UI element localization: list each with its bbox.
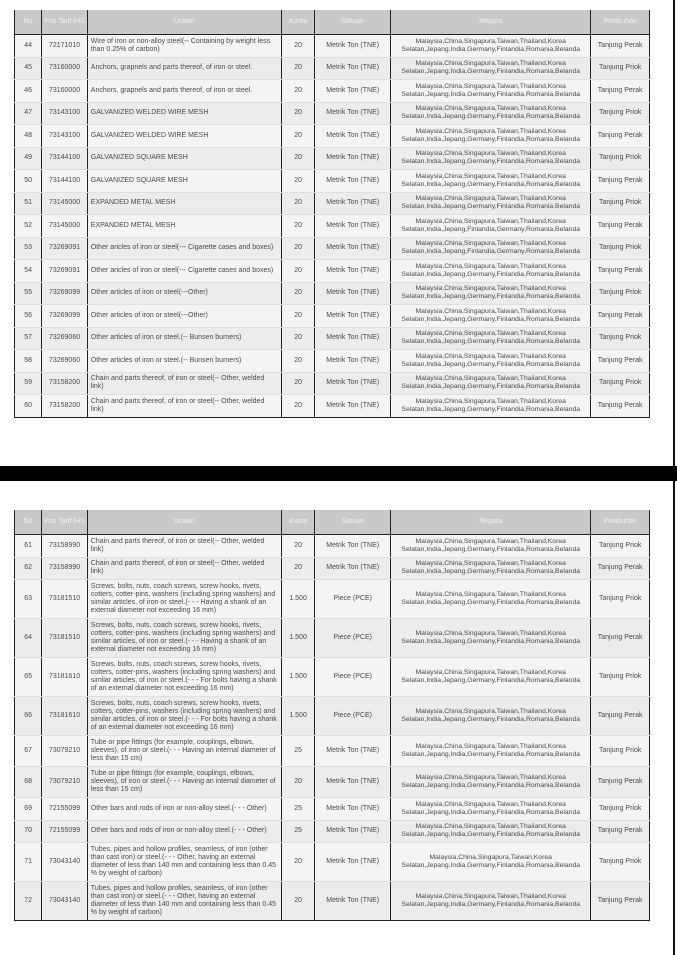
cell-uraian: Chain and parts thereof, of iron or steel(-- Other, welded link) bbox=[87, 557, 281, 580]
cell-satuan: Metrik Ton (TNE) bbox=[315, 102, 391, 125]
cell-pelabuhan: Tanjung Priok bbox=[591, 658, 650, 697]
cell-pos-tarif: 73269099 bbox=[42, 282, 88, 305]
cell-satuan: Metrik Ton (TNE) bbox=[315, 350, 391, 373]
cell-pelabuhan: Tanjung Perak bbox=[591, 395, 650, 418]
cell-satuan: Metrik Ton (TNE) bbox=[315, 192, 391, 215]
cell-kuota: 20 bbox=[281, 125, 314, 148]
cell-uraian: GALVANIZED SQUARE MESH bbox=[87, 147, 281, 170]
cell-kuota: 20 bbox=[281, 102, 314, 125]
cell-uraian: EXPANDED METAL MESH bbox=[87, 192, 281, 215]
cell-kuota: 20 bbox=[281, 350, 314, 373]
cell-kuota: 20 bbox=[281, 147, 314, 170]
cell-negara: Malaysia,China,Singapura,Taiwan,Korea Selatan,Jepang,India,Germany,Finlandia,Romania,Belanda bbox=[391, 843, 591, 882]
cell-kuota: 20 bbox=[281, 882, 314, 921]
cell-pelabuhan: Tanjung Priok bbox=[591, 580, 650, 619]
table-row bbox=[15, 658, 650, 697]
header-satuan: Satuan bbox=[315, 510, 391, 535]
page-break-bar bbox=[0, 466, 677, 481]
cell-pelabuhan: Tanjung Perak bbox=[591, 350, 650, 373]
cell-satuan: Metrik Ton (TNE) bbox=[315, 843, 391, 882]
table-row bbox=[15, 820, 650, 843]
table-row bbox=[15, 557, 650, 580]
cell-no: 70 bbox=[15, 820, 42, 843]
cell-negara: Malaysia,China,Singapura,Taiwan,Thailand,Korea Selatan,India,Jepang,Germany,Finlandia,Romania,Belanda bbox=[391, 305, 591, 328]
cell-pos-tarif: 73181610 bbox=[42, 658, 88, 697]
cell-pelabuhan: Tanjung Priok bbox=[591, 535, 650, 558]
table-row bbox=[15, 882, 650, 921]
cell-kuota: 20 bbox=[281, 80, 314, 103]
cell-uraian: Other articles of iron or steel(---Other) bbox=[87, 282, 281, 305]
cell-pos-tarif: 73143100 bbox=[42, 125, 88, 148]
cell-kuota: 20 bbox=[281, 57, 314, 80]
cell-no: 62 bbox=[15, 557, 42, 580]
cell-negara: Malaysia,China,Singapura,Taiwan,Thailand,Korea Selatan,India,Jepang,Germany,Finlandia,Romania,Belanda bbox=[391, 697, 591, 736]
cell-pos-tarif: 73269091 bbox=[42, 237, 88, 260]
cell-pelabuhan: Tanjung Priok bbox=[591, 736, 650, 767]
table-row bbox=[15, 580, 650, 619]
header-kuota: Kuota bbox=[281, 10, 314, 35]
cell-satuan: Metrik Ton (TNE) bbox=[315, 395, 391, 418]
cell-negara: Malaysia,China,Singapura,Taiwan,Thailand,Korea Selatan,Jepang,India,Germany,Finlandia,Romania,Belanda bbox=[391, 820, 591, 843]
table-row bbox=[15, 147, 650, 170]
header-uraian: Uraian bbox=[87, 10, 281, 35]
cell-pelabuhan: Tanjung Perak bbox=[591, 215, 650, 238]
cell-negara: Malaysia,China,Singapura,Taiwan,Thailand,Korea Selatan,India,Jepang,Germany,Finlandia,Romania,Belanda bbox=[391, 395, 591, 418]
cell-negara: Malaysia,China,Singapura,Taiwan,Thailand,Korea Selatan,India,Jepang,Germany,Finlandia,Romania,Belanda bbox=[391, 327, 591, 350]
header-uraian: Uraian bbox=[87, 510, 281, 535]
cell-negara: Malaysia,China,Singapura,Taiwan,Thailand,Korea Selatan,India,Jepang,Germany,Finlandia,Romania,Belanda bbox=[391, 658, 591, 697]
cell-uraian: Tube or pipe fittings (for example, couplings, elbows, sleeves), of iron or steel.(- - - Having an internal diameter of less than 15 cm) bbox=[87, 736, 281, 767]
cell-pos-tarif: 73181510 bbox=[42, 580, 88, 619]
table-row bbox=[15, 260, 650, 283]
table-row bbox=[15, 395, 650, 418]
table-row bbox=[15, 282, 650, 305]
cell-pos-tarif: 73269091 bbox=[42, 260, 88, 283]
cell-kuota: 20 bbox=[281, 282, 314, 305]
cell-satuan: Metrik Ton (TNE) bbox=[315, 535, 391, 558]
table-row bbox=[15, 767, 650, 798]
cell-uraian: Chain and parts thereof, of iron or steel(-- Other, welded link) bbox=[87, 395, 281, 418]
cell-satuan: Metrik Ton (TNE) bbox=[315, 147, 391, 170]
cell-no: 44 bbox=[15, 35, 42, 58]
cell-satuan: Metrik Ton (TNE) bbox=[315, 35, 391, 58]
cell-kuota: 20 bbox=[281, 170, 314, 193]
cell-pelabuhan: Tanjung Perak bbox=[591, 697, 650, 736]
cell-pelabuhan: Tanjung Perak bbox=[591, 305, 650, 328]
cell-pos-tarif: 73181610 bbox=[42, 697, 88, 736]
table-row bbox=[15, 170, 650, 193]
cell-no: 67 bbox=[15, 736, 42, 767]
cell-pos-tarif: 73160000 bbox=[42, 57, 88, 80]
tariff-table-page-1 bbox=[14, 10, 650, 418]
cell-no: 57 bbox=[15, 327, 42, 350]
cell-pelabuhan: Tanjung Priok bbox=[591, 192, 650, 215]
cell-pelabuhan: Tanjung Perak bbox=[591, 125, 650, 148]
cell-no: 48 bbox=[15, 125, 42, 148]
cell-satuan: Piece (PCE) bbox=[315, 619, 391, 658]
cell-uraian: Chain and parts thereof, of iron or steel(-- Other, welded link) bbox=[87, 535, 281, 558]
cell-no: 47 bbox=[15, 102, 42, 125]
cell-pos-tarif: 73145000 bbox=[42, 192, 88, 215]
cell-satuan: Metrik Ton (TNE) bbox=[315, 215, 391, 238]
cell-satuan: Metrik Ton (TNE) bbox=[315, 80, 391, 103]
cell-negara: Malaysia,China,Singapura,Taiwan,Thailand,Korea Selatan,India,Jepang,Germany,Finlandia,Romania,Belanda bbox=[391, 282, 591, 305]
header-negara: Negara bbox=[391, 10, 591, 35]
cell-uraian: Wire of iron or non-alloy steel(-- Containing by weight less than 0.25% of carbon) bbox=[87, 35, 281, 58]
header-kuota: Kuota bbox=[281, 510, 314, 535]
header-pelabuhan: Pelabuhan bbox=[591, 10, 650, 35]
cell-pos-tarif: 73160000 bbox=[42, 80, 88, 103]
cell-kuota: 20 bbox=[281, 305, 314, 328]
cell-pelabuhan: Tanjung Priok bbox=[591, 57, 650, 80]
header-no: No bbox=[15, 10, 42, 35]
table-row bbox=[15, 305, 650, 328]
cell-satuan: Metrik Ton (TNE) bbox=[315, 282, 391, 305]
cell-negara: Malaysia,China,Singapura,Taiwan,Thailand,Korea Selatan,Jepang,India,Germany,Finlandia,Romania,Belanda bbox=[391, 736, 591, 767]
cell-uraian: Tube or pipe fittings (for example, couplings, elbows, sleeves), of iron or steel.(- - - Having an internal diameter of less than 15 cm) bbox=[87, 767, 281, 798]
cell-uraian: Other articles of iron or steel(---Other) bbox=[87, 305, 281, 328]
cell-kuota: 20 bbox=[281, 557, 314, 580]
cell-pos-tarif: 73181510 bbox=[42, 619, 88, 658]
cell-satuan: Metrik Ton (TNE) bbox=[315, 557, 391, 580]
cell-satuan: Piece (PCE) bbox=[315, 580, 391, 619]
table-row bbox=[15, 798, 650, 821]
cell-no: 50 bbox=[15, 170, 42, 193]
cell-pelabuhan: Tanjung Perak bbox=[591, 619, 650, 658]
cell-negara: Malaysia,China,Singapura,Taiwan,Thailand,Korea Selatan,India,Jepang,Germany,Finlandia,Romania,Belanda bbox=[391, 580, 591, 619]
cell-no: 49 bbox=[15, 147, 42, 170]
cell-kuota: 1.500 bbox=[281, 697, 314, 736]
cell-no: 45 bbox=[15, 57, 42, 80]
table-header-row bbox=[15, 510, 650, 535]
cell-pelabuhan: Tanjung Perak bbox=[591, 80, 650, 103]
table-row bbox=[15, 80, 650, 103]
cell-pos-tarif: 72155099 bbox=[42, 798, 88, 821]
cell-kuota: 20 bbox=[281, 327, 314, 350]
cell-uraian: Other aricles of iron or steel(--- Cigarette cases and boxes) bbox=[87, 260, 281, 283]
header-pos-tarif: Pos Tarif /HS bbox=[42, 10, 88, 35]
cell-no: 53 bbox=[15, 237, 42, 260]
cell-uraian: Chain and parts thereof, of iron or steel(-- Other, welded link) bbox=[87, 372, 281, 395]
cell-uraian: Screws, bolts, nuts, coach screws, screw hooks, rivets, cotters, cotter-pins, washers (including spring washers) and similar articles, of iron or steel.(- - - For bolts having a shank of an external diameter not exceeding 16 mm) bbox=[87, 658, 281, 697]
table-row bbox=[15, 215, 650, 238]
cell-pos-tarif: 73079210 bbox=[42, 767, 88, 798]
cell-negara: Malaysia,China,Singapura,Taiwan,Thailand,Korea Selatan,India,Jepang,Germany,Finlandia,Romania,Belanda bbox=[391, 125, 591, 148]
table-row bbox=[15, 350, 650, 373]
cell-no: 59 bbox=[15, 372, 42, 395]
table-row bbox=[15, 237, 650, 260]
table-row bbox=[15, 192, 650, 215]
cell-uraian: Other articles of iron or steel.(-- Bunsen burners) bbox=[87, 327, 281, 350]
cell-kuota: 20 bbox=[281, 35, 314, 58]
cell-kuota: 20 bbox=[281, 260, 314, 283]
cell-negara: Malaysia,China,Singapura,Taiwan,Thailand,Korea Selatan,Jepang,India,Germany,Finlandia,Romania,Belanda bbox=[391, 57, 591, 80]
cell-pos-tarif: 73145000 bbox=[42, 215, 88, 238]
cell-no: 69 bbox=[15, 798, 42, 821]
table-header-row bbox=[15, 10, 650, 35]
cell-kuota: 20 bbox=[281, 372, 314, 395]
table-row bbox=[15, 736, 650, 767]
header-no: No bbox=[15, 510, 42, 535]
cell-pos-tarif: 72171010 bbox=[42, 35, 88, 58]
header-negara: Negara bbox=[391, 510, 591, 535]
cell-no: 64 bbox=[15, 619, 42, 658]
cell-pos-tarif: 73158990 bbox=[42, 535, 88, 558]
cell-pelabuhan: Tanjung Perak bbox=[591, 557, 650, 580]
cell-pos-tarif: 73158200 bbox=[42, 395, 88, 418]
cell-negara: Malaysia,China,Singapura,Taiwan,Thailand,Korea Selatan,India,Jepang,Germany,Finlandia,Romania,Belanda bbox=[391, 147, 591, 170]
cell-uraian: Other bars and rods of iron or non-alloy steel.(- - - Other) bbox=[87, 820, 281, 843]
cell-negara: Malaysia,China,Singapura,Taiwan,Thailand,Korea Selatan,India,Jepang,Germany,Finlandia,Romania,Belanda bbox=[391, 619, 591, 658]
cell-uraian: Screws, bolts, nuts, coach screws, screw hooks, rivets, cotters, cotter-pins, washers (including spring washers) and similar articles, of iron or steel.(- - - Having a shank of an external diameter not exceeding 16 mm) bbox=[87, 580, 281, 619]
cell-pelabuhan: Tanjung Priok bbox=[591, 372, 650, 395]
cell-uraian: GALVANIZED WELDED WIRE MESH bbox=[87, 102, 281, 125]
cell-kuota: 1.500 bbox=[281, 658, 314, 697]
cell-uraian: Other articles of iron or steel.(-- Bunsen burners) bbox=[87, 350, 281, 373]
cell-pos-tarif: 73269099 bbox=[42, 305, 88, 328]
cell-uraian: Other bars and rods of iron or non-alloy steel.(- - - Other) bbox=[87, 798, 281, 821]
cell-kuota: 25 bbox=[281, 820, 314, 843]
table-row bbox=[15, 125, 650, 148]
cell-no: 66 bbox=[15, 697, 42, 736]
cell-no: 63 bbox=[15, 580, 42, 619]
cell-pos-tarif: 73043140 bbox=[42, 882, 88, 921]
cell-pos-tarif: 73158200 bbox=[42, 372, 88, 395]
cell-pelabuhan: Tanjung Priok bbox=[591, 237, 650, 260]
cell-uraian: Anchors, grapnels and parts thereof, of iron or steel. bbox=[87, 80, 281, 103]
cell-pos-tarif: 73143100 bbox=[42, 102, 88, 125]
cell-kuota: 20 bbox=[281, 767, 314, 798]
cell-pos-tarif: 73158990 bbox=[42, 557, 88, 580]
table-row bbox=[15, 102, 650, 125]
cell-uraian: Other aricles of iron or steel(--- Cigarette cases and boxes) bbox=[87, 237, 281, 260]
cell-satuan: Metrik Ton (TNE) bbox=[315, 125, 391, 148]
cell-satuan: Metrik Ton (TNE) bbox=[315, 882, 391, 921]
cell-negara: Malaysia,China,Singapura,Taiwan,Thailand,Korea Selatan,India,Jepang,Germany,Finlandia,Romania,Belanda bbox=[391, 170, 591, 193]
cell-satuan: Metrik Ton (TNE) bbox=[315, 767, 391, 798]
cell-no: 55 bbox=[15, 282, 42, 305]
table-row bbox=[15, 372, 650, 395]
cell-pelabuhan: Tanjung Priok bbox=[591, 843, 650, 882]
cell-kuota: 25 bbox=[281, 736, 314, 767]
cell-negara: Malaysia,China,Singapura,Taiwan,Thailand,Korea Selatan,India,Jepang,Germany,Finlandia,Romania,Belanda bbox=[391, 535, 591, 558]
cell-satuan: Metrik Ton (TNE) bbox=[315, 57, 391, 80]
cell-pelabuhan: Tanjung Perak bbox=[591, 767, 650, 798]
cell-satuan: Metrik Ton (TNE) bbox=[315, 736, 391, 767]
cell-negara: Malaysia,China,Singapura,Taiwan,Thailand,Korea Selatan,India,Jepang,Germany,Finlandia,Romania,Belanda bbox=[391, 260, 591, 283]
table-row bbox=[15, 327, 650, 350]
cell-kuota: 1.500 bbox=[281, 619, 314, 658]
table-row bbox=[15, 57, 650, 80]
header-pos-tarif: Pos Tarif /HS bbox=[42, 510, 88, 535]
cell-kuota: 20 bbox=[281, 192, 314, 215]
header-pelabuhan: Pelabuhan bbox=[591, 510, 650, 535]
cell-pos-tarif: 73079210 bbox=[42, 736, 88, 767]
cell-kuota: 20 bbox=[281, 237, 314, 260]
cell-pelabuhan: Tanjung Perak bbox=[591, 260, 650, 283]
cell-negara: Malaysia,China,Singapura,Taiwan,Thailand,Korea Selatan,Jepang,India,Germany,Finlandia,Romania,Belanda bbox=[391, 798, 591, 821]
cell-kuota: 25 bbox=[281, 798, 314, 821]
cell-kuota: 1.500 bbox=[281, 580, 314, 619]
cell-pos-tarif: 72155099 bbox=[42, 820, 88, 843]
cell-uraian: GALVANIZED SQUARE MESH bbox=[87, 170, 281, 193]
cell-pelabuhan: Tanjung Priok bbox=[591, 147, 650, 170]
cell-satuan: Metrik Ton (TNE) bbox=[315, 798, 391, 821]
cell-uraian: Screws, bolts, nuts, coach screws, screw hooks, rivets, cotters, cotter-pins, washers (including spring washers) and similar articles, of iron or steel.(- - - For bolts having a shank of an external diameter not exceeding 16 mm) bbox=[87, 697, 281, 736]
cell-negara: Malaysia,China,Singapura,Taiwan,Thailand,Korea Selatan,India,Jepang,Germany,Finlandia,Romania,Belanda bbox=[391, 350, 591, 373]
cell-uraian: GALVANIZED WELDED WIRE MESH bbox=[87, 125, 281, 148]
cell-negara: Malaysia,China,Singapura,Taiwan,Thailand,Korea Selatan,Jepang,India,Germany,Finlandia,Romania,Belanda bbox=[391, 35, 591, 58]
tariff-table-page-2 bbox=[14, 510, 650, 921]
cell-satuan: Metrik Ton (TNE) bbox=[315, 170, 391, 193]
cell-kuota: 20 bbox=[281, 395, 314, 418]
cell-pelabuhan: Tanjung Perak bbox=[591, 882, 650, 921]
cell-uraian: Screws, bolts, nuts, coach screws, screw hooks, rivets, cotters, cotter-pins, washers (including spring washers) and similar articles, of iron or steel.(- - - Having a shank of an external diameter not exceeding 16 mm) bbox=[87, 619, 281, 658]
cell-no: 60 bbox=[15, 395, 42, 418]
cell-negara: Malaysia,China,Singapura,Taiwan,Thailand,Korea Selatan,India,Jepang,Finlandia,Germany,Romania,Belanda bbox=[391, 237, 591, 260]
cell-uraian: Tubes, pipes and hollow profiles, seamless, of iron (other than cast iron) or steel.(- - - Other, having an external diameter of less than 140 mm and containing less than 0.45 % by weight of carbon) bbox=[87, 882, 281, 921]
cell-kuota: 20 bbox=[281, 215, 314, 238]
cell-no: 72 bbox=[15, 882, 42, 921]
cell-negara: Malaysia,China,Singapura,Taiwan,Thailand,Korea Selatan,Jepang,India,Germany,Finlandia,Romania,Belanda bbox=[391, 80, 591, 103]
cell-pos-tarif: 73269060 bbox=[42, 327, 88, 350]
table-row bbox=[15, 35, 650, 58]
cell-pelabuhan: Tanjung Perak bbox=[591, 170, 650, 193]
cell-satuan: Piece (PCE) bbox=[315, 697, 391, 736]
cell-negara: Malaysia,China,Singapura,Taiwan,Thailand,Korea Selatan,India,Jepang,Germany,Finlandia,Romania,Belanda bbox=[391, 372, 591, 395]
cell-pelabuhan: Tanjung Priok bbox=[591, 798, 650, 821]
cell-uraian: Tubes, pipes and hollow profiles, seamless, of iron (other than cast iron) or steel.(- - - Other, having an external diameter of less than 140 mm and containing less than 0.45 % by weight of carbon) bbox=[87, 843, 281, 882]
cell-no: 65 bbox=[15, 658, 42, 697]
cell-kuota: 20 bbox=[281, 535, 314, 558]
cell-satuan: Metrik Ton (TNE) bbox=[315, 237, 391, 260]
header-satuan: Satuan bbox=[315, 10, 391, 35]
cell-no: 46 bbox=[15, 80, 42, 103]
cell-satuan: Piece (PCE) bbox=[315, 658, 391, 697]
cell-negara: Malaysia,China,Singapura,Taiwan,Thailand,Korea Selatan,India,Jepang,Germany,Finlandia,Romania,Belanda bbox=[391, 557, 591, 580]
table-row bbox=[15, 535, 650, 558]
cell-negara: Malaysia,China,Singapura,Taiwan,Thailand,Korea Selatan,India,Jepang,Finlandia,Germany,Romania,Belanda bbox=[391, 215, 591, 238]
cell-pelabuhan: Tanjung Priok bbox=[591, 102, 650, 125]
cell-negara: Malaysia,China,Singapura,Taiwan,Thailand,Korea Selatan,India,Jepang,Germany,Finlandia,Romania,Belanda bbox=[391, 192, 591, 215]
cell-pos-tarif: 73144100 bbox=[42, 170, 88, 193]
table-row bbox=[15, 619, 650, 658]
table-row bbox=[15, 843, 650, 882]
cell-satuan: Metrik Ton (TNE) bbox=[315, 305, 391, 328]
cell-pelabuhan: Tanjung Perak bbox=[591, 820, 650, 843]
cell-pelabuhan: Tanjung Priok bbox=[591, 327, 650, 350]
cell-no: 56 bbox=[15, 305, 42, 328]
cell-pos-tarif: 73043140 bbox=[42, 843, 88, 882]
cell-negara: Malaysia,China,Singapura,Taiwan,Thailand,Korea Selatan,India,Jepang,Germany,Finlandia,Romania,Belanda bbox=[391, 102, 591, 125]
cell-no: 71 bbox=[15, 843, 42, 882]
cell-satuan: Metrik Ton (TNE) bbox=[315, 327, 391, 350]
cell-no: 58 bbox=[15, 350, 42, 373]
cell-negara: Malaysia,China,Singapura,Taiwan,Thailand,Korea Selatan,Jepang,India,Germany,Finlandia,Romania,Belanda bbox=[391, 882, 591, 921]
cell-uraian: Anchors, grapnels and parts thereof, of iron or steel. bbox=[87, 57, 281, 80]
table-row bbox=[15, 697, 650, 736]
cell-pelabuhan: Tanjung Priok bbox=[591, 282, 650, 305]
cell-kuota: 20 bbox=[281, 843, 314, 882]
cell-no: 68 bbox=[15, 767, 42, 798]
cell-satuan: Metrik Ton (TNE) bbox=[315, 820, 391, 843]
cell-satuan: Metrik Ton (TNE) bbox=[315, 372, 391, 395]
cell-pelabuhan: Tanjung Perak bbox=[591, 35, 650, 58]
cell-no: 51 bbox=[15, 192, 42, 215]
cell-satuan: Metrik Ton (TNE) bbox=[315, 260, 391, 283]
cell-no: 54 bbox=[15, 260, 42, 283]
cell-pos-tarif: 73269060 bbox=[42, 350, 88, 373]
cell-uraian: EXPANDED METAL MESH bbox=[87, 215, 281, 238]
cell-no: 61 bbox=[15, 535, 42, 558]
cell-negara: Malaysia,China,Singapura,Taiwan,Thailand,Korea Selatan,Jepang,India,Germany,Finlandia,Romania,Belanda bbox=[391, 767, 591, 798]
cell-no: 52 bbox=[15, 215, 42, 238]
cell-pos-tarif: 73144100 bbox=[42, 147, 88, 170]
